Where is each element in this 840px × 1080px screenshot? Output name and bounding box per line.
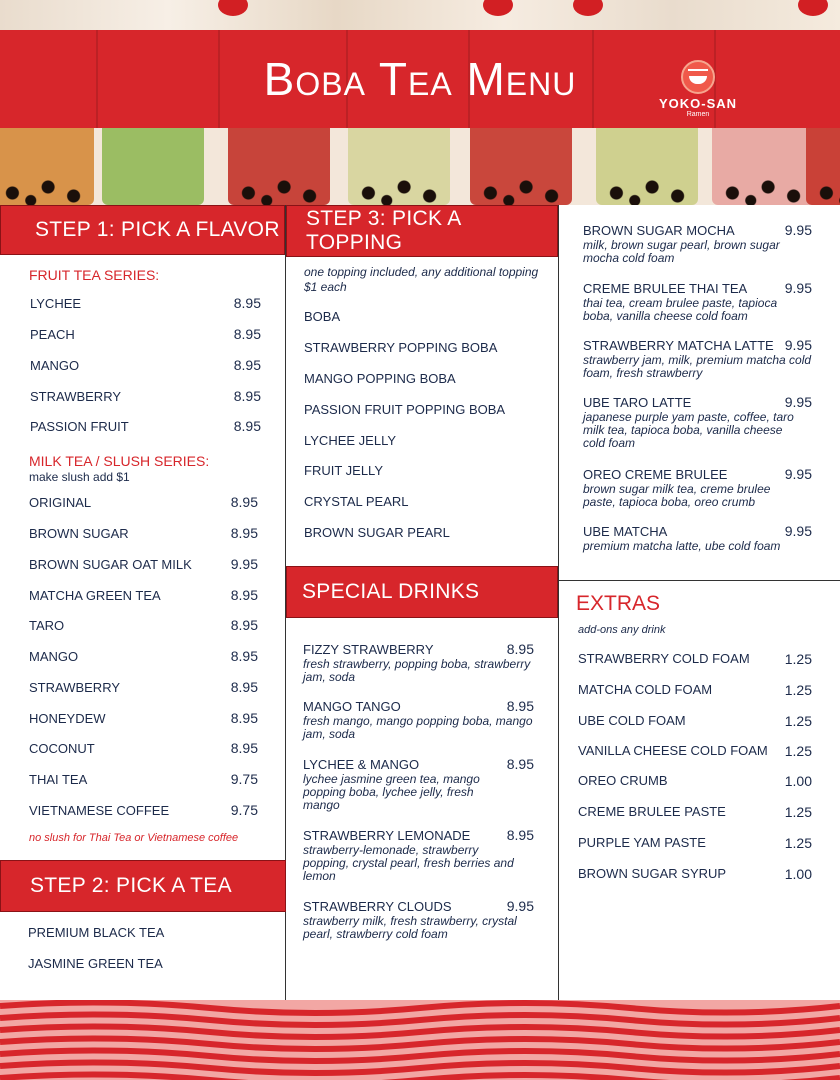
menu-item-price: 8.95 (230, 587, 258, 603)
header-top-strip (0, 0, 840, 30)
drink-name: CREME BRULEE THAI TEA (583, 281, 748, 296)
boba-cups-image (0, 128, 840, 205)
menu-item-name: MANGO (30, 358, 80, 373)
drink-name: OREO CREME BRULEE (583, 467, 728, 482)
menu-item-name: TARO (29, 618, 65, 633)
topping-item: BOBA (304, 309, 341, 324)
menu-item-price: 8.95 (230, 679, 258, 695)
topping-item: BROWN SUGAR PEARL (304, 525, 450, 540)
step2-heading: STEP 2: PICK A TEA (0, 860, 286, 912)
tea-option: PREMIUM BLACK TEA (28, 925, 165, 940)
drink-description: fresh strawberry, popping boba, strawberry jam, soda (303, 657, 531, 684)
drink-description: strawberry milk, fresh strawberry, crystal pearl, strawberry cold foam (303, 914, 517, 941)
drink-price: 9.95 (784, 337, 812, 353)
drink-name: UBE TARO LATTE (583, 395, 692, 410)
menu-item-name: STRAWBERRY (30, 389, 122, 404)
drink-name: STRAWBERRY MATCHA LATTE (583, 338, 774, 353)
drink-name: STRAWBERRY CLOUDS (303, 899, 452, 914)
drink-name: FIZZY STRAWBERRY (303, 642, 434, 657)
step1-heading: STEP 1: PICK A FLAVOR (0, 205, 285, 255)
menu-item-name: PEACH (30, 327, 75, 342)
menu-item-name: HONEYDEW (29, 711, 106, 726)
extra-name: PURPLE YAM PASTE (578, 835, 706, 850)
extra-price: 1.25 (784, 682, 812, 698)
extra-name: STRAWBERRY COLD FOAM (578, 651, 750, 666)
drink-description: strawberry jam, milk, premium matcha cold foam, fresh strawberry (583, 353, 812, 380)
menu-item-price: 8.95 (233, 418, 261, 434)
extra-price: 1.25 (784, 651, 812, 667)
drink-name: STRAWBERRY LEMONADE (303, 828, 471, 843)
menu-item-name: VIETNAMESE COFFEE (29, 803, 170, 818)
menu-item-price: 9.95 (230, 556, 258, 572)
drink-description: japanese purple yam paste, coffee, taro milk tea, tapioca boba, vanilla cheese cold foam (583, 410, 794, 450)
menu-item-name: COCONUT (29, 741, 95, 756)
milk-series-label: MILK TEA / SLUSH SERIES: (29, 453, 210, 469)
drink-price: 9.95 (784, 222, 812, 238)
drink-description: thai tea, cream brulee paste, tapioca boba, vanilla cheese cold foam (583, 296, 778, 323)
slush-note: make slush add $1 (29, 470, 130, 484)
drink-description: fresh mango, mango popping boba, mango jam, soda (303, 714, 533, 741)
topping-item: CRYSTAL PEARL (304, 494, 409, 509)
drink-price: 9.95 (784, 466, 812, 482)
extra-price: 1.25 (784, 835, 812, 851)
extra-price: 1.25 (784, 713, 812, 729)
column-divider (558, 205, 559, 1000)
extra-name: MATCHA COLD FOAM (578, 682, 713, 697)
menu-item-price: 9.75 (230, 771, 258, 787)
drink-price: 9.95 (784, 523, 812, 539)
extra-name: BROWN SUGAR SYRUP (578, 866, 727, 881)
menu-item-price: 8.95 (230, 648, 258, 664)
page-title: Boba Tea Menu (263, 53, 577, 105)
menu-item-price: 8.95 (233, 295, 261, 311)
ramen-bowl-icon (681, 60, 715, 94)
drink-description: strawberry-lemonade, strawberry popping, crystal pearl, fresh berries and lemon (303, 843, 514, 883)
topping-item: PASSION FRUIT POPPING BOBA (304, 402, 506, 417)
drink-description: premium matcha latte, ube cold foam (583, 539, 781, 553)
menu-item-name: PASSION FRUIT (30, 419, 129, 434)
drink-name: BROWN SUGAR MOCHA (583, 223, 735, 238)
menu-item-name: ORIGINAL (29, 495, 92, 510)
menu-item-price: 8.95 (233, 357, 261, 373)
extra-price: 1.00 (784, 866, 812, 882)
drink-price: 9.95 (784, 280, 812, 296)
extra-price: 1.00 (784, 773, 812, 789)
brand-logo (655, 60, 741, 118)
tea-option: JASMINE GREEN TEA (28, 956, 163, 971)
extra-name: CREME BRULEE PASTE (578, 804, 726, 819)
drink-description: lychee jasmine green tea, mango popping boba, lychee jelly, fresh mango (303, 772, 480, 812)
menu-item-name: THAI TEA (29, 772, 88, 787)
extra-name: OREO CRUMB (578, 773, 668, 788)
menu-item-price: 8.95 (230, 494, 258, 510)
drink-name: UBE MATCHA (583, 524, 668, 539)
topping-item: LYCHEE JELLY (304, 433, 397, 448)
drink-price: 9.95 (784, 394, 812, 410)
extra-price: 1.25 (784, 743, 812, 759)
drink-name: MANGO TANGO (303, 699, 401, 714)
special-drinks-heading: SPECIAL DRINKS (286, 566, 558, 618)
extra-name: UBE COLD FOAM (578, 713, 686, 728)
topping-item: MANGO POPPING BOBA (304, 371, 456, 386)
drink-description: milk, brown sugar pearl, brown sugar mocha cold foam (583, 238, 780, 265)
menu-item-price: 8.95 (230, 710, 258, 726)
drink-price: 8.95 (506, 698, 534, 714)
menu-item-price: 8.95 (230, 740, 258, 756)
drink-price: 9.95 (506, 898, 534, 914)
extra-name: VANILLA CHEESE COLD FOAM (578, 743, 768, 758)
menu-item-name: BROWN SUGAR OAT MILK (29, 557, 192, 572)
menu-item-price: 8.95 (230, 617, 258, 633)
menu-item-name: STRAWBERRY (29, 680, 121, 695)
logo-subtitle: Ramen (686, 111, 710, 118)
wave-pattern-footer (0, 1000, 840, 1080)
topping-item: FRUIT JELLY (304, 463, 383, 478)
menu-item-name: MATCHA GREEN TEA (29, 588, 161, 603)
extra-price: 1.25 (784, 804, 812, 820)
drink-price: 8.95 (506, 756, 534, 772)
menu-item-name: MANGO (29, 649, 79, 664)
drink-description: brown sugar milk tea, creme brulee paste, tapioca boba, oreo crumb (583, 482, 771, 509)
topping-item: STRAWBERRY POPPING BOBA (304, 340, 498, 355)
extras-heading: EXTRAS (576, 592, 661, 615)
menu-item-name: LYCHEE (30, 296, 82, 311)
logo-name: YOKO-SAN (658, 96, 738, 111)
drink-name: LYCHEE & MANGO (303, 757, 420, 772)
menu-item-price: 8.95 (230, 525, 258, 541)
drink-price: 8.95 (506, 641, 534, 657)
drink-price: 8.95 (506, 827, 534, 843)
menu-item-price: 8.95 (233, 326, 261, 342)
section-divider (558, 580, 840, 581)
fruit-series-label: FRUIT TEA SERIES: (29, 267, 160, 283)
menu-item-name: BROWN SUGAR (29, 526, 129, 541)
slush-footnote: no slush for Thai Tea or Vietnamese coffee (29, 832, 239, 844)
step3-heading: STEP 3: PICK A TOPPING (286, 205, 558, 257)
topping-note: one topping included, any additional topping $1 each (304, 265, 539, 294)
extras-note: add-ons any drink (578, 624, 666, 636)
menu-item-price: 9.75 (230, 802, 258, 818)
menu-item-price: 8.95 (233, 388, 261, 404)
